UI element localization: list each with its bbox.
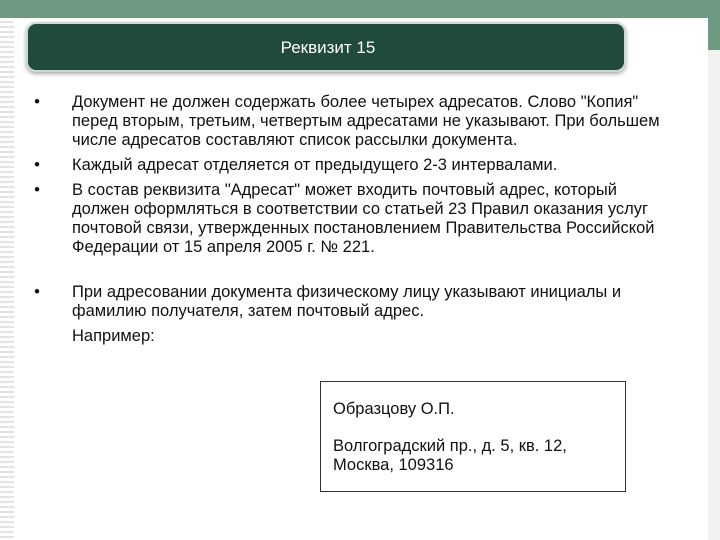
- slide-title: Реквизит 15: [280, 38, 376, 57]
- bullet-text: Каждый адресат отделяется от предыдущего 2-3 интервалами.: [72, 156, 558, 174]
- example-address-box: [320, 381, 626, 492]
- address-line-2: Москва, 109316: [333, 456, 454, 474]
- bullet-item: [28, 181, 668, 257]
- example-label: Например:: [72, 327, 155, 345]
- address-line-1: Волгоградский пр., д. 5, кв. 12,: [333, 437, 567, 455]
- bullet-text: При адресовании документа физическому лицу указывают инициалы и фамилию получателя, затем почтовый адрес.: [72, 283, 622, 320]
- bullet-text: В состав реквизита "Адресат" может входить почтовый адрес, который должен оформляться в соответствии со статьей 23 Правил оказания услуг почтовой связи, утвержденных постановлением Правительства Российской Федерации от 15 апреля 2005 г. № 221.: [72, 181, 655, 256]
- bullet-dot-icon: •: [34, 156, 40, 174]
- title-bar: [26, 22, 626, 72]
- bullet-dot-icon: •: [34, 93, 40, 111]
- bullet-item: [28, 156, 668, 175]
- content-area: [28, 93, 668, 346]
- box-spacer: [333, 419, 625, 437]
- bullet-item: [28, 283, 668, 321]
- bullet-text: Документ не должен содержать более четырех адресатов. Слово "Копия" перед вторым, третьим, четвертым адресатами не указывают. При большем числе адресатов составляют список рассылки документа.: [72, 93, 660, 149]
- bullet-dot-icon: •: [34, 181, 40, 199]
- bullet-dot-icon: •: [34, 283, 40, 301]
- recipient-name: Образцову О.П.: [333, 400, 455, 418]
- bullet-item: [28, 93, 668, 150]
